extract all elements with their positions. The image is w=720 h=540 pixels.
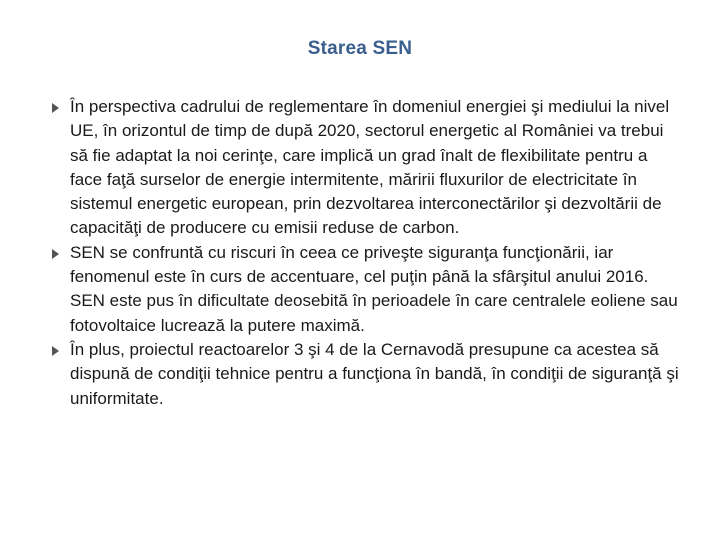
triangle-right-icon bbox=[52, 346, 59, 356]
bullet-text: În plus, proiectul reactoarelor 3 şi 4 de la Cernavodă presupune ca acestea să dispună de condiţii tehnice pentru a funcţiona în bandă, în condiţii de siguranţă şi uniformitate. bbox=[70, 339, 679, 408]
triangle-right-icon bbox=[52, 103, 59, 113]
bullet-text: În perspectiva cadrului de reglementare în domeniul energiei şi mediului la nivel UE, în orizontul de timp de după 2020, sectorul energetic al României va trebui să fie adaptat la noi cerinţe, care implică un grad înalt de flexibilitate pentru a face faţă surselor de energie intermitente, măririi fluxurilor de electricitate în sistemul energetic european, prin dezvoltarea interconectărilor şi dezvoltării de capacităţi de producere cu emisii reduse de carbon. bbox=[70, 97, 670, 238]
bullet-text: SEN se confruntă cu riscuri în ceea ce priveşte siguranţa funcţionării, iar fenomenul este în curs de accentuare, cel puţin până la sfârşitul anului 2016. SEN este pus în dificultate deosebită în perioadele în care centralele eoliene sau fotovoltaice lucrează la putere maximă. bbox=[70, 242, 678, 335]
bullet-list bbox=[52, 95, 682, 411]
bullet-item bbox=[52, 95, 682, 241]
slide-title: Starea SEN bbox=[307, 38, 413, 59]
bullet-item bbox=[52, 338, 682, 411]
bullet-item bbox=[52, 241, 682, 338]
triangle-right-icon bbox=[52, 249, 59, 259]
